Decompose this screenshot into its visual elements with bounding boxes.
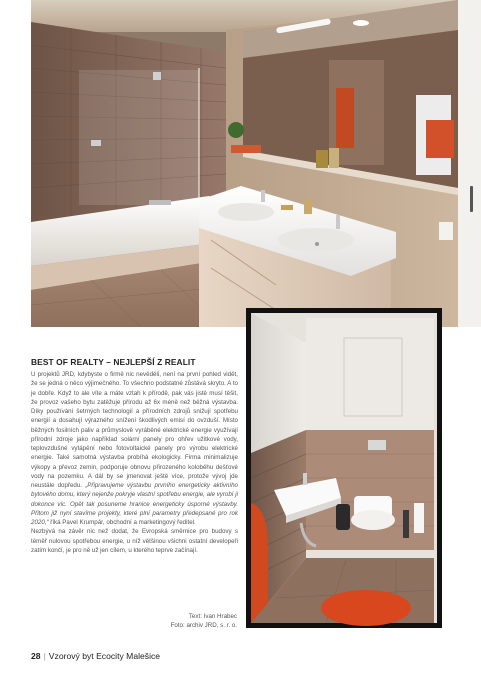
article-paragraph-1 — [31, 370, 238, 527]
page-number: 28 — [31, 651, 41, 661]
text-credit: Text: Ivan Hrabec — [188, 613, 237, 620]
article — [31, 357, 238, 555]
paragraph-1-text: U projektů JRD, kdybyste o firmě nic nevěděli, není na první pohled vidět, že se jedná o něco výjimečného. To všechno podstatné zůstává skryto. A to je dobře. Když to ale víte a máte vztah k přírodě, pak vás jistě musí těšit, že provoz vašeho bytu zatěžuje přírodu až 6x méně než běžná výstavba. Díky používání šetrných technologií a přírodních zdrojů snižují spotřebu energií a dosahují výrazného snížení škodlivých emisí do ovzduší. Místo běžných fosilních paliv a průmyslově vyráběné elektrické energie využívají přírodní zdroje jako například solární panely pro ohřev užitkové vody, teplovzdušné vytápění nebo fotovoltaické panely pro výrobu elektrické energie. Také samotná výstavba probíhá ekologicky. Firma minimalizuje výkopy a převoz zemin, podporuje obnovu přirozeného koloběhu dešťové vody na pozemku. A dál by se jmenovat ještě více, protože vývoj jde neustále dopředu. — [31, 371, 238, 489]
quote-attribution: říká Pavel Krumpár, obchodní a marketingový ředitel. — [48, 519, 196, 526]
director-quote: „Připravujeme výstavbu prvního energeticky aktivního bytového domu, který nejenže pokryje vlastní spotřebu energie, ale vyrobí ji dokonce víc. Opět tak posuneme hranice energeticky úsporné výstavby. Přitom již nyní stavíme projekty, které plní parametry předepsané pro rok 2020,“ — [31, 482, 238, 526]
footer-title: Vzorový byt Ecocity Malešice — [48, 651, 161, 661]
bathroom-photo — [31, 0, 458, 327]
article-paragraph-2: Nezbývá na závěr nic než dodat, že Evropská směrnice pro budovy s téměř nulovou spotřebou energie, u níž většinou všichni ostatní developeři zatím končí, je pro ně už jen cílem, u kterého teprve začínají. — [31, 528, 238, 554]
page-footer — [31, 651, 160, 661]
footer-separator: | — [43, 651, 46, 661]
toilet-room-photo — [246, 308, 442, 628]
page-edge-strip — [458, 0, 481, 327]
credits — [140, 612, 237, 630]
article-heading: BEST OF REALTY – NEJLEPŠÍ Z REALIT — [31, 357, 196, 367]
photo-credit: Foto: archiv JRD, s. r. o. — [170, 622, 237, 630]
